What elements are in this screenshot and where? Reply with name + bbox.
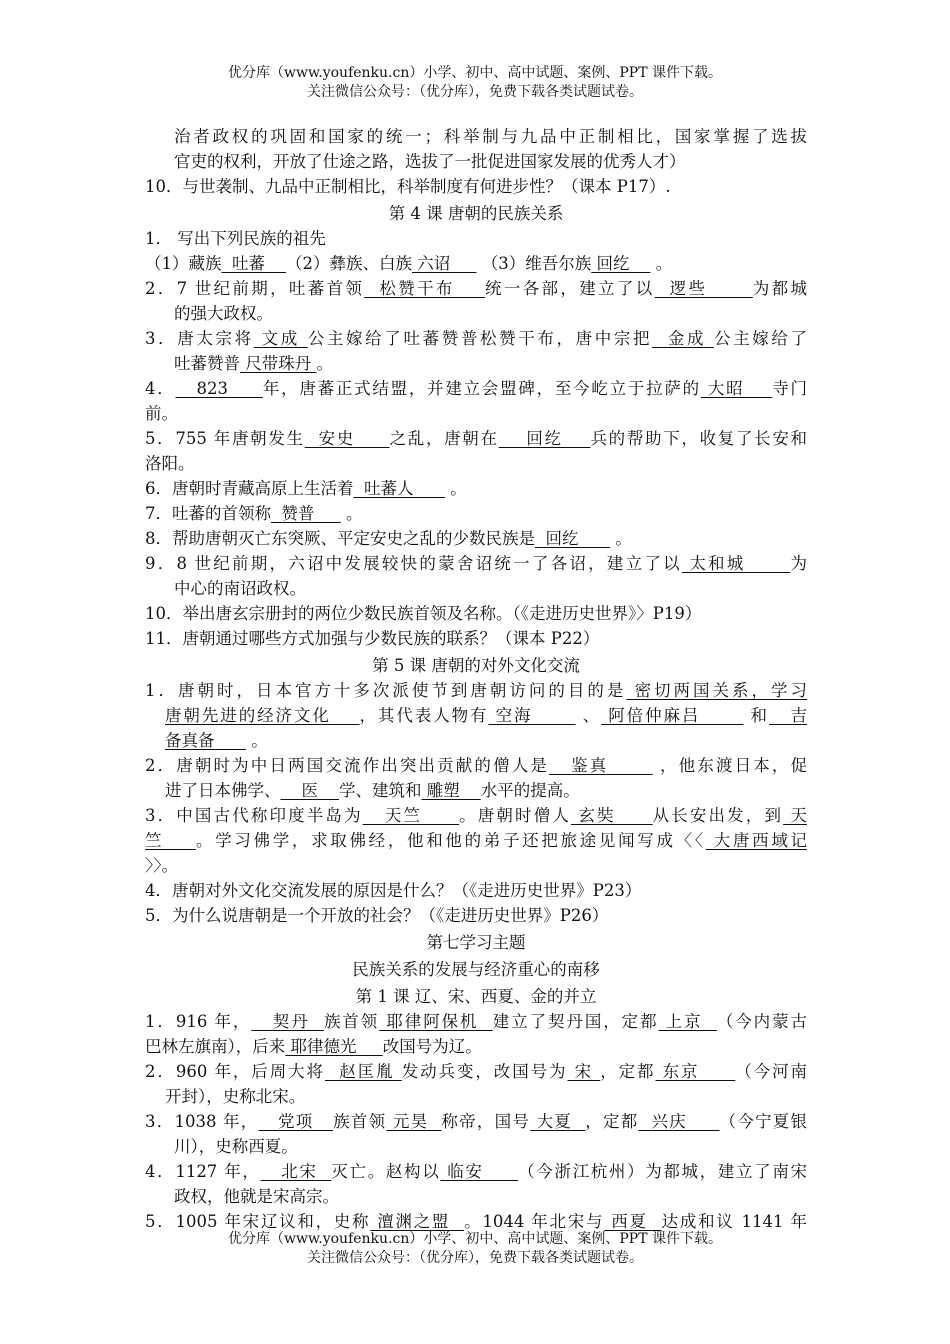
text-segment: ，他东渡日本，促 <box>652 756 807 775</box>
text-segment: 第 1 课 辽、宋、西夏、金的并立 <box>355 987 597 1006</box>
text-segment: 。 <box>245 731 268 750</box>
answer-blank: 六诏 <box>411 254 477 273</box>
text-segment: 。唐朝时僧人 <box>459 806 571 825</box>
text-line <box>145 174 807 199</box>
answer-blank: 松赞干布 <box>364 279 486 298</box>
answer-blank: 北宋 <box>260 1162 332 1181</box>
answer-blank: 空海 <box>488 706 576 725</box>
text-line <box>145 803 807 828</box>
text-line <box>145 626 807 651</box>
section-heading <box>145 984 807 1009</box>
text-segment: 水平的提高。 <box>480 781 580 800</box>
text-line <box>145 703 807 728</box>
text-segment: 2．唐朝时为中日两国交流作出突出贡献的僧人是 <box>145 756 549 775</box>
answer-blank: 兴庆 <box>638 1112 720 1131</box>
text-segment: 3．1038 年， <box>145 1112 259 1131</box>
section-heading <box>145 201 807 226</box>
text-line <box>145 251 807 276</box>
answer-blank: 西夏 <box>604 1212 662 1231</box>
text-segment: 3．中国古代称印度半岛为 <box>145 806 363 825</box>
text-line <box>145 1109 807 1134</box>
answer-blank: 回纥 <box>535 529 610 548</box>
text-segment: 和 <box>743 706 769 725</box>
text-segment: 改国号为辽。 <box>382 1037 482 1056</box>
answer-blank: 鉴真 <box>548 756 653 775</box>
answer-blank: 金成 <box>652 329 714 348</box>
text-segment: 第 4 课 唐朝的民族关系 <box>388 204 564 223</box>
answer-blank: 东京 <box>655 1062 736 1081</box>
answer-blank: 唐朝先进的经济文化 <box>165 706 360 725</box>
answer-blank: 临安 <box>440 1162 519 1181</box>
answer-blank: 澶渊之盟 <box>370 1212 465 1231</box>
text-segment: （今河南 <box>735 1062 807 1081</box>
text-segment: 第 5 课 唐朝的对外文化交流 <box>372 656 580 675</box>
answer-blank: 契丹 <box>251 1012 324 1031</box>
text-segment: 进了日本佛学、 <box>165 781 281 800</box>
footer-line-1: 优分库（www.youfenku.cn）小学、初中、高中试题、案例、PPT 课件下载。 <box>227 1231 722 1247</box>
text-segment: 10．与世袭制、九品中正制相比，科举制度有何进步性？（课本 P17）. <box>145 177 671 196</box>
text-segment: 的强大政权。 <box>174 304 273 323</box>
answer-blank: 大夏 <box>530 1112 586 1131</box>
text-line <box>145 1059 807 1084</box>
answer-blank: 阿倍仲麻吕 <box>601 706 744 725</box>
text-segment: （1）藏族 <box>145 254 222 273</box>
text-line <box>145 678 807 703</box>
answer-blank: 雕塑 <box>421 781 481 800</box>
section-heading <box>145 653 807 678</box>
text-segment: 发动兵变，改国号为 <box>401 1062 568 1081</box>
answer-blank: 耶律阿保机 <box>379 1012 493 1031</box>
text-segment: 8．帮助唐朝灭亡东突厥、平定安史之乱的少数民族是 <box>145 529 535 548</box>
answer-blank: 逻些 <box>654 279 753 298</box>
text-segment: 5．1005 年宋辽议和，史称 <box>145 1212 371 1231</box>
text-line <box>145 426 807 451</box>
text-segment: 。 <box>340 504 363 523</box>
text-line <box>145 226 807 251</box>
text-segment: （今内蒙古 <box>716 1012 807 1031</box>
text-segment: 9．8 世纪前期，六诏中发展较快的蒙舍诏统一了各诏，建立了以 <box>145 554 682 573</box>
text-segment: 吐蕃赞普 <box>174 354 240 373</box>
text-segment: 前。 <box>145 404 178 423</box>
text-segment: 6．唐朝时青藏高原上生活着 <box>145 479 354 498</box>
footer-line-2: 关注微信公众号：（优分库），免费下载各类试题试卷。 <box>307 1250 643 1266</box>
section-heading <box>145 930 807 955</box>
text-segment: 4． <box>145 379 176 398</box>
answer-blank: 元昊 <box>386 1112 442 1131</box>
answer-blank: 尺带珠丹 <box>240 354 317 373</box>
text-segment: 灭亡。赵构以 <box>331 1162 441 1181</box>
text-segment: 之乱，唐朝在 <box>389 429 499 448</box>
text-segment: 11．唐朝通过哪些方式加强与少数民族的联系？（课本 P22） <box>145 629 600 648</box>
text-segment: 川），史称西夏。 <box>174 1137 298 1156</box>
text-segment: ，定都 <box>585 1112 639 1131</box>
text-segment: 官吏的权利，开放了仕途之路，选拔了一批促进国家发展的优秀人才） <box>174 152 686 171</box>
text-segment: 达成和议 1141 年 <box>661 1212 807 1231</box>
answer-blank: 医 <box>280 781 339 800</box>
text-segment: 年，唐蕃正式结盟，并建立会盟碑，至今屹立于拉萨的 <box>262 379 701 398</box>
text-line <box>145 753 807 778</box>
text-segment: 从长安出发，到 <box>652 806 784 825</box>
text-segment: 7．吐蕃的首领称 <box>145 504 271 523</box>
text-segment: 5．755 年唐朝发生 <box>145 429 305 448</box>
text-line <box>145 1134 807 1159</box>
text-line <box>145 601 807 626</box>
text-line <box>145 351 807 376</box>
answer-blank: 太和城 <box>681 554 791 573</box>
text-segment: 洛阳。 <box>145 454 195 473</box>
text-segment: 1．唐朝时，日本官方十多次派使节到唐朝访问的目的是 <box>145 681 627 700</box>
text-line <box>145 301 807 326</box>
text-segment: （今浙江杭州）为都城，建立了南宋 <box>518 1162 807 1181</box>
page-footer <box>0 1230 950 1268</box>
answer-blank: 回纥 <box>498 429 591 448</box>
answer-blank: 备真备 <box>165 731 246 750</box>
text-line <box>145 526 807 551</box>
text-segment: （今宁夏银 <box>719 1112 807 1131</box>
text-segment: （3）维吾尔族 <box>476 254 592 273</box>
text-line <box>145 778 807 803</box>
text-segment: 族首领 <box>333 1112 387 1131</box>
text-line <box>145 1159 807 1184</box>
text-segment: 1． 写出下列民族的祖先 <box>145 229 326 248</box>
text-line <box>145 576 807 601</box>
text-segment: 公主嫁给了 <box>714 329 807 348</box>
answer-blank: 文成 <box>253 329 308 348</box>
page-header <box>0 64 950 102</box>
text-segment: 2．960 年，后周大将 <box>145 1062 325 1081</box>
document-body <box>145 124 807 1234</box>
text-segment: 巴林左旗南），后来 <box>145 1037 286 1056</box>
answer-blank: 天竺 <box>362 806 460 825</box>
text-line <box>145 878 807 903</box>
text-line <box>145 903 807 928</box>
header-line-2: 关注微信公众号：（优分库），免费下载各类试题试卷。 <box>307 84 643 100</box>
text-segment: 1．916 年， <box>145 1012 252 1031</box>
text-segment: 第七学习主题 <box>426 933 526 952</box>
text-segment: 学、建筑和 <box>338 781 422 800</box>
text-segment: 为都城 <box>752 279 807 298</box>
text-segment: 公主嫁给了吐蕃赞普松赞干布，唐中宗把 <box>307 329 653 348</box>
answer-blank: 大昭 <box>700 379 773 398</box>
text-line <box>145 853 807 878</box>
text-segment: 。 <box>650 254 673 273</box>
text-segment: 4．唐朝对外文化交流发展的原因是什么？（《走进历史世界》P23） <box>145 881 642 900</box>
answer-blank: 吐蕃 <box>221 254 286 273</box>
answer-blank: 耶律德光 <box>285 1037 383 1056</box>
answer-blank: 赞普 <box>271 504 341 523</box>
text-line <box>145 1084 807 1109</box>
answer-blank: 党项 <box>258 1112 334 1131</box>
text-segment: 族首领 <box>323 1012 380 1031</box>
text-segment: 开封），史称北宋。 <box>165 1087 306 1106</box>
text-segment: 。1044 年北宋与 <box>464 1212 605 1231</box>
text-line <box>145 1009 807 1034</box>
text-segment: 。学习佛学，求取佛经，他和他的弟子还把旅途见闻写成〈〈 <box>195 831 706 850</box>
text-line <box>145 728 807 753</box>
text-segment: ，其代表人物有 <box>359 706 489 725</box>
answer-blank: 上京 <box>658 1012 717 1031</box>
section-heading <box>145 957 807 982</box>
answer-blank: 玄奘 <box>570 806 653 825</box>
text-segment: 建立了契丹国，定都 <box>492 1012 659 1031</box>
text-segment: 。 <box>444 479 467 498</box>
text-line <box>145 149 807 174</box>
text-segment: （2）彝族、白族 <box>285 254 412 273</box>
answer-blank: 吉 <box>768 706 807 725</box>
text-segment: 。 <box>609 529 632 548</box>
text-segment: 为 <box>790 554 807 573</box>
text-line <box>145 476 807 501</box>
text-segment: 兵的帮助下，收复了长安和 <box>590 429 807 448</box>
text-segment: 5．为什么说唐朝是一个开放的社会？（《走进历史世界》P26） <box>145 906 609 925</box>
answer-blank: 竺 <box>145 831 196 850</box>
text-segment: 中心的南诏政权。 <box>174 579 306 598</box>
text-segment: 。 <box>316 354 333 373</box>
answer-blank: 安史 <box>304 429 390 448</box>
text-line <box>145 1184 807 1209</box>
text-segment: ，定都 <box>600 1062 656 1081</box>
text-segment: 治者政权的巩固和国家的统一；科举制与九品中正制相比，国家掌握了选拔 <box>174 127 807 146</box>
text-segment: 政权，他就是宋高宗。 <box>174 1187 339 1206</box>
text-segment: 称帝，国号 <box>441 1112 531 1131</box>
text-segment: 寺门 <box>772 379 807 398</box>
answer-blank: 吐蕃人 <box>353 479 445 498</box>
text-segment: 2．7 世纪前期，吐蕃首领 <box>145 279 365 298</box>
text-segment: 4．1127 年， <box>145 1162 261 1181</box>
text-segment: 〉〉。 <box>145 856 178 875</box>
header-line-1: 优分库（www.youfenku.cn）小学、初中、高中试题、案例、PPT 课件下载。 <box>227 65 722 81</box>
answer-blank: 大唐西域记 <box>705 831 807 850</box>
text-line <box>145 501 807 526</box>
answer-blank: 回纥 <box>591 254 651 273</box>
text-segment: 3．唐太宗将 <box>145 329 254 348</box>
text-line <box>145 124 807 149</box>
text-line <box>145 376 807 401</box>
answer-blank: 宋 <box>567 1062 601 1081</box>
text-line <box>145 451 807 476</box>
text-line <box>145 551 807 576</box>
text-line <box>145 276 807 301</box>
text-segment: 、 <box>575 706 602 725</box>
answer-blank: 天 <box>783 806 807 825</box>
answer-blank: 密切两国关系，学习 <box>626 681 807 700</box>
text-line <box>145 828 807 853</box>
text-line <box>145 401 807 426</box>
text-line <box>145 326 807 351</box>
answer-blank: 赵匡胤 <box>324 1062 402 1081</box>
text-line <box>145 1034 807 1059</box>
answer-blank: 823 <box>175 379 263 398</box>
text-segment: 统一各部，建立了以 <box>485 279 655 298</box>
text-segment: 10．举出唐玄宗册封的两位少数民族首领及名称。（《走进历史世界》〉P19） <box>145 604 702 623</box>
text-segment: 民族关系的发展与经济重心的南移 <box>352 960 600 979</box>
